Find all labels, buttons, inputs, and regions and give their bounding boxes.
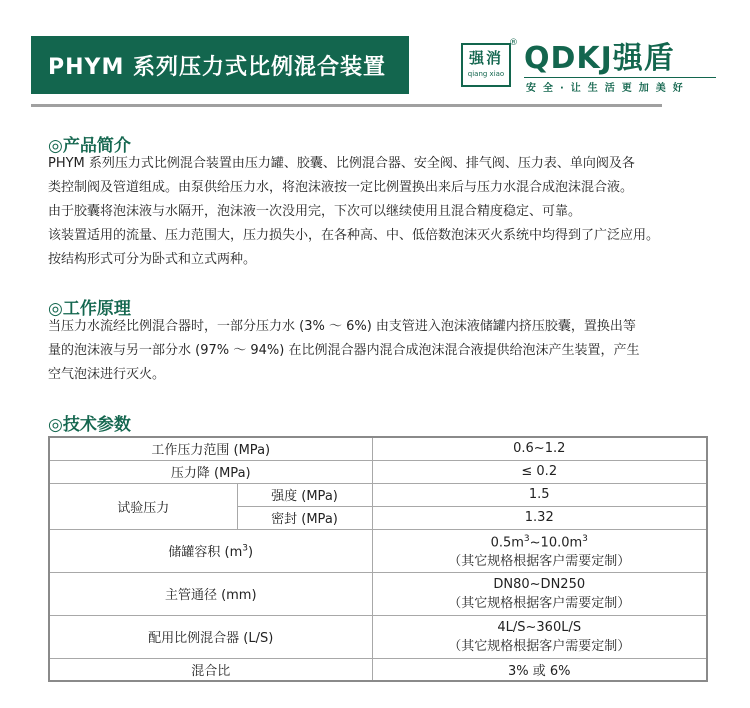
- value-note: （其它规格根据客户需要定制）: [448, 595, 631, 611]
- value-text: 0.5m: [490, 535, 524, 551]
- logo-badge-text: 强消: [468, 49, 503, 67]
- header-divider-right: [330, 104, 662, 107]
- value-text: 4L/S~360L/S: [497, 619, 582, 635]
- table-row: [49, 483, 707, 506]
- table-row: [49, 437, 707, 460]
- section-title-principle: ◎工作原理: [48, 299, 131, 319]
- spec-label: 压力降 (MPa): [49, 460, 372, 483]
- intro-line: PHYM 系列压力式比例混合装置由压力罐、胶囊、比例混合器、安全阀、排气阀、压力表、单向阀及各: [48, 156, 635, 171]
- section-title-intro: ◎产品简介: [48, 136, 131, 156]
- principle-line: 量的泡沫液与另一部分水 (97% ～ 94%) 在比例混合器内混合成泡沫混合液提供给泡沫产生装置，产生: [48, 343, 640, 358]
- header-divider: [31, 104, 332, 107]
- table-row: [49, 658, 707, 681]
- spec-value: [372, 529, 707, 572]
- intro-line: 按结构形式可分为卧式和立式两种。: [48, 252, 257, 267]
- spec-label: 配用比例混合器 (L/S): [49, 615, 372, 658]
- qiangxiao-logo-badge: [461, 43, 511, 87]
- value-sup: 3: [523, 533, 530, 544]
- spec-table: [48, 436, 708, 682]
- logo-badge-pinyin: qiang xiao: [467, 70, 505, 78]
- page-title-banner: [31, 36, 409, 94]
- spec-value: 3% 或 6%: [372, 658, 707, 681]
- spec-value: 1.32: [372, 506, 707, 529]
- table-row: [49, 615, 707, 658]
- value-sup: 3: [582, 533, 588, 544]
- spec-sublabel: 密封 (MPa): [237, 506, 372, 529]
- label-text: ): [248, 545, 254, 560]
- spec-value: ≤ 0.2: [372, 460, 707, 483]
- spec-value: [372, 572, 707, 615]
- brand-logo: QDKJ强盾: [524, 41, 675, 76]
- page-title: PHYM 系列压力式比例混合装置: [48, 54, 387, 80]
- spec-value: [372, 615, 707, 658]
- spec-label: [49, 529, 372, 572]
- intro-paragraph: [48, 152, 708, 272]
- spec-sublabel: 强度 (MPa): [237, 483, 372, 506]
- brand-underline: [524, 77, 716, 78]
- label-text: 储罐容积 (m: [168, 545, 243, 560]
- section-title-specs: ◎技术参数: [48, 415, 131, 435]
- spec-value: 0.6~1.2: [372, 437, 707, 460]
- principle-paragraph: [48, 315, 708, 387]
- brand-slogan: 安全·让生活更加美好: [526, 83, 690, 94]
- value-text: DN80~DN250: [493, 576, 586, 592]
- table-row: [49, 529, 707, 572]
- spec-label: 主管通径 (mm): [49, 572, 372, 615]
- spec-value: 1.5: [372, 483, 707, 506]
- principle-line: 空气泡沫进行灭火。: [48, 367, 166, 382]
- intro-line: 由于胶囊将泡沫液与水隔开，泡沫液一次没用完，下次可以继续使用且混合精度稳定、可靠。: [48, 204, 582, 219]
- table-row: [49, 460, 707, 483]
- spec-label: 混合比: [49, 658, 372, 681]
- intro-line: 该装置适用的流量、压力范围大，压力损失小，在各种高、中、低倍数泡沫灭火系统中均得到了广泛应用。: [48, 228, 660, 243]
- intro-line: 类控制阀及管道组成。由泵供给压力水，将泡沫液按一定比例置换出来后与压力水混合成泡沫混合液。: [48, 180, 634, 195]
- label-sup: 3: [242, 543, 249, 554]
- value-note: （其它规格根据客户需要定制）: [448, 638, 631, 654]
- value-text: ~10.0m: [529, 535, 583, 551]
- spec-label: 工作压力范围 (MPa): [49, 437, 372, 460]
- spec-group-label: 试验压力: [49, 483, 237, 529]
- table-row: [49, 572, 707, 615]
- value-note: （其它规格根据客户需要定制）: [448, 554, 631, 570]
- principle-line: 当压力水流经比例混合器时，一部分压力水 (3% ～ 6%) 由支管进入泡沫液储罐内挤压胶囊，置换出等: [48, 319, 636, 334]
- registered-mark-icon: ®: [509, 38, 518, 48]
